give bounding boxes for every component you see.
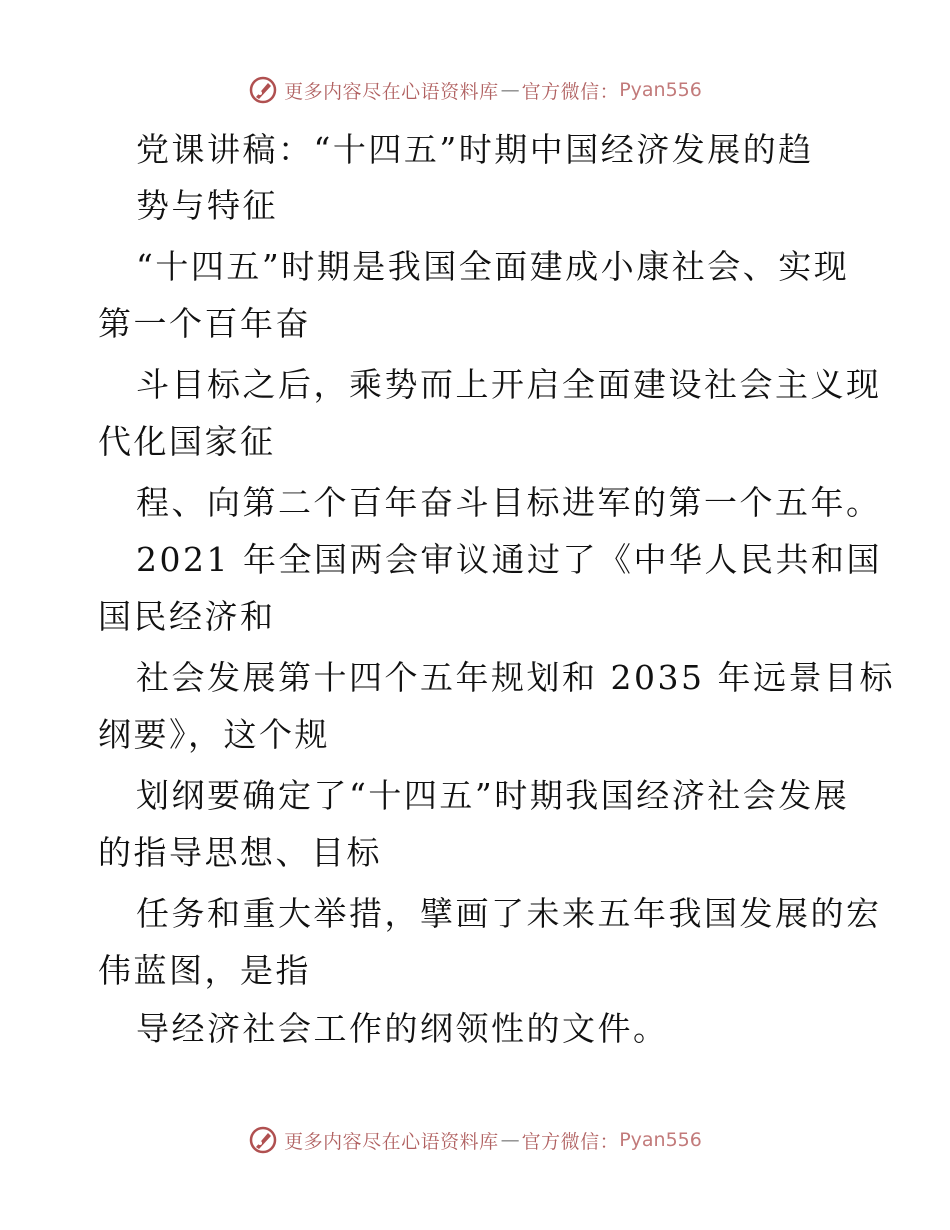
watermark-separator: —	[500, 1129, 520, 1151]
paragraph-line: 任务和重大举措，擘画了未来五年我国发展的宏	[136, 894, 882, 933]
paragraph-line: 国民经济和	[98, 597, 276, 636]
paragraph-line: 的指导思想、目标	[98, 833, 382, 872]
pen-logo-icon	[248, 75, 278, 105]
paragraph-line: 代化国家征	[98, 422, 276, 461]
paragraph-line: 2021 年全国两会审议通过了《中华人民共和国	[136, 540, 882, 579]
paragraph-line: 程、向第二个百年奋斗目标进军的第一个五年。	[136, 483, 882, 522]
paragraph-line: 划纲要确定了“十四五”时期我国经济社会发展	[136, 776, 850, 815]
paragraph-line: 伟蓝图，是指	[98, 951, 311, 990]
document-title-line-2: 势与特征	[136, 186, 278, 225]
pen-logo-icon	[248, 1125, 278, 1155]
header-watermark	[0, 70, 950, 110]
paragraph-line: 导经济社会工作的纲领性的文件。	[136, 1009, 669, 1048]
paragraph-line: 社会发展第十四个五年规划和 2035 年远景目标	[136, 658, 895, 697]
paragraph-line: 第一个百年奋	[98, 304, 311, 343]
watermark-text: 更多内容尽在心语资料库	[284, 80, 499, 103]
footer-watermark	[0, 1120, 950, 1160]
watermark-label: 官方微信：	[521, 80, 620, 103]
watermark-label: 官方微信：	[521, 1130, 620, 1153]
watermark-separator: —	[500, 79, 520, 101]
watermark-text: 更多内容尽在心语资料库	[284, 1130, 499, 1153]
paragraph-line: 纲要》，这个规	[98, 715, 330, 754]
paragraph-line: 斗目标之后，乘势而上开启全面建设社会主义现	[136, 365, 882, 404]
watermark-id: Pyan556	[619, 1129, 702, 1151]
paragraph-line: “十四五”时期是我国全面建成小康社会、实现	[136, 247, 850, 286]
document-title-line-1: 党课讲稿：“十四五”时期中国经济发展的趋	[136, 130, 814, 169]
watermark-id: Pyan556	[619, 79, 702, 101]
